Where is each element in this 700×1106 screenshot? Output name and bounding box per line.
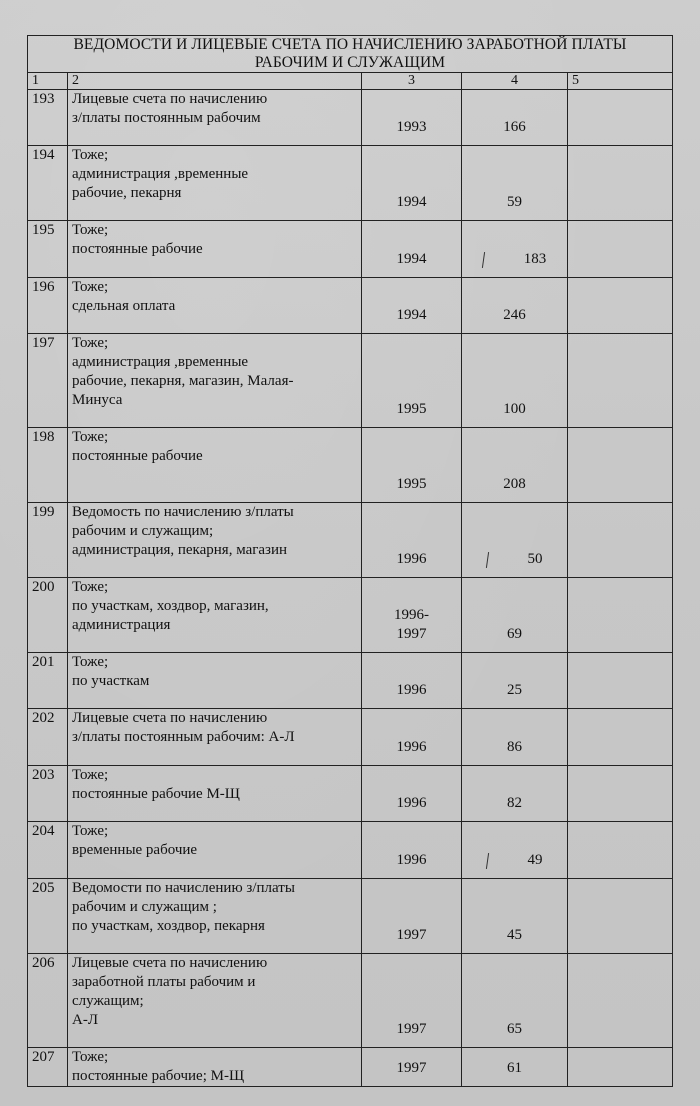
- table-row: [28, 428, 673, 503]
- row-year: 1996: [362, 766, 462, 822]
- row-description: Тоже; постоянные рабочие: [68, 428, 362, 503]
- row-year: 1996: [362, 503, 462, 578]
- table-row: [28, 578, 673, 653]
- row-number: 203: [28, 766, 68, 822]
- row-count: 45: [462, 879, 568, 954]
- column-header-5: 5: [568, 73, 673, 90]
- table-row: [28, 954, 673, 1048]
- row-year: 1997: [362, 954, 462, 1048]
- row-count: 100: [462, 334, 568, 428]
- row-count: 246: [462, 278, 568, 334]
- column-number-row: [28, 73, 673, 90]
- row-count: [462, 822, 568, 879]
- row-number: 198: [28, 428, 68, 503]
- table-row: [28, 90, 673, 146]
- row-number: 197: [28, 334, 68, 428]
- row-count: [462, 503, 568, 578]
- row-year: 1995: [362, 334, 462, 428]
- row-count-value: 183: [523, 251, 547, 267]
- table-title: ВЕДОМОСТИ И ЛИЦЕВЫЕ СЧЕТА ПО НАЧИСЛЕНИЮ ЗАРАБОТНОЙ ПЛАТЫ РАБОЧИМ И СЛУЖАЩИМ: [28, 36, 673, 73]
- row-description: Тоже; администрация ,временные рабочие, пекарня: [68, 146, 362, 221]
- row-count: 166: [462, 90, 568, 146]
- column-header-4: 4: [462, 73, 568, 90]
- table-row: [28, 221, 673, 278]
- table-row: [28, 653, 673, 709]
- row-description: Лицевые счета по начислению з/платы постоянным рабочим: [68, 90, 362, 146]
- row-number: 193: [28, 90, 68, 146]
- row-number: 195: [28, 221, 68, 278]
- row-count: 25: [462, 653, 568, 709]
- row-count: 82: [462, 766, 568, 822]
- table-row: [28, 709, 673, 766]
- pencil-mark: [485, 552, 488, 568]
- row-description: Тоже; постоянные рабочие: [68, 221, 362, 278]
- row-note: [568, 278, 673, 334]
- row-count: 59: [462, 146, 568, 221]
- row-count: 208: [462, 428, 568, 503]
- row-note: [568, 578, 673, 653]
- row-note: [568, 822, 673, 879]
- row-note: [568, 879, 673, 954]
- row-year: 1996: [362, 822, 462, 879]
- row-year: 1996: [362, 653, 462, 709]
- row-note: [568, 709, 673, 766]
- row-description: Тоже; сдельная оплата: [68, 278, 362, 334]
- row-number: 205: [28, 879, 68, 954]
- row-number: 196: [28, 278, 68, 334]
- row-note: [568, 503, 673, 578]
- row-note: [568, 428, 673, 503]
- row-count-value: 49: [527, 852, 543, 868]
- row-description: Тоже; постоянные рабочие М-Щ: [68, 766, 362, 822]
- table-row: [28, 278, 673, 334]
- pencil-mark: [485, 853, 488, 869]
- row-description: Тоже; по участкам, хоздвор, магазин, администрация: [68, 578, 362, 653]
- row-number: 200: [28, 578, 68, 653]
- row-year: 1996: [362, 709, 462, 766]
- row-year: 1997: [362, 1048, 462, 1087]
- column-header-2: 2: [68, 73, 362, 90]
- column-header-3: 3: [362, 73, 462, 90]
- row-year: 1993: [362, 90, 462, 146]
- row-year: 1994: [362, 221, 462, 278]
- column-header-1: 1: [28, 73, 68, 90]
- row-number: 199: [28, 503, 68, 578]
- pencil-mark: [482, 252, 485, 268]
- row-count: 65: [462, 954, 568, 1048]
- row-count: [462, 221, 568, 278]
- row-note: [568, 90, 673, 146]
- row-number: 207: [28, 1048, 68, 1087]
- row-number: 204: [28, 822, 68, 879]
- row-year: 1994: [362, 278, 462, 334]
- row-number: 202: [28, 709, 68, 766]
- row-description: Лицевые счета по начислению заработной платы рабочим и служащим; А-Л: [68, 954, 362, 1048]
- table-title-row: [28, 36, 673, 73]
- row-description: Лицевые счета по начислению з/платы постоянным рабочим: А-Л: [68, 709, 362, 766]
- row-year: 1997: [362, 879, 462, 954]
- row-description: Тоже; администрация ,временные рабочие, пекарня, магазин, Малая- Минуса: [68, 334, 362, 428]
- row-year: 1995: [362, 428, 462, 503]
- table-row: [28, 146, 673, 221]
- table-row: [28, 503, 673, 578]
- table-row: [28, 879, 673, 954]
- table-row: [28, 1048, 673, 1087]
- row-year: 1994: [362, 146, 462, 221]
- archive-register-table: [27, 35, 673, 1087]
- row-number: 194: [28, 146, 68, 221]
- row-note: [568, 1048, 673, 1087]
- row-count-value: 50: [527, 551, 543, 567]
- row-note: [568, 146, 673, 221]
- row-number: 206: [28, 954, 68, 1048]
- row-note: [568, 954, 673, 1048]
- row-count: 86: [462, 709, 568, 766]
- row-note: [568, 766, 673, 822]
- row-note: [568, 653, 673, 709]
- table-row: [28, 822, 673, 879]
- row-year: 1996- 1997: [362, 578, 462, 653]
- row-description: Ведомости по начислению з/платы рабочим и служащим ; по участкам, хоздвор, пекарня: [68, 879, 362, 954]
- row-count: 61: [462, 1048, 568, 1087]
- row-description: Тоже; по участкам: [68, 653, 362, 709]
- row-description: Ведомость по начислению з/платы рабочим и служащим; администрация, пекарня, магазин: [68, 503, 362, 578]
- table-row: [28, 766, 673, 822]
- row-description: Тоже; постоянные рабочие; М-Щ: [68, 1048, 362, 1087]
- row-description: Тоже; временные рабочие: [68, 822, 362, 879]
- row-count: 69: [462, 578, 568, 653]
- row-note: [568, 334, 673, 428]
- row-note: [568, 221, 673, 278]
- table-row: [28, 334, 673, 428]
- row-number: 201: [28, 653, 68, 709]
